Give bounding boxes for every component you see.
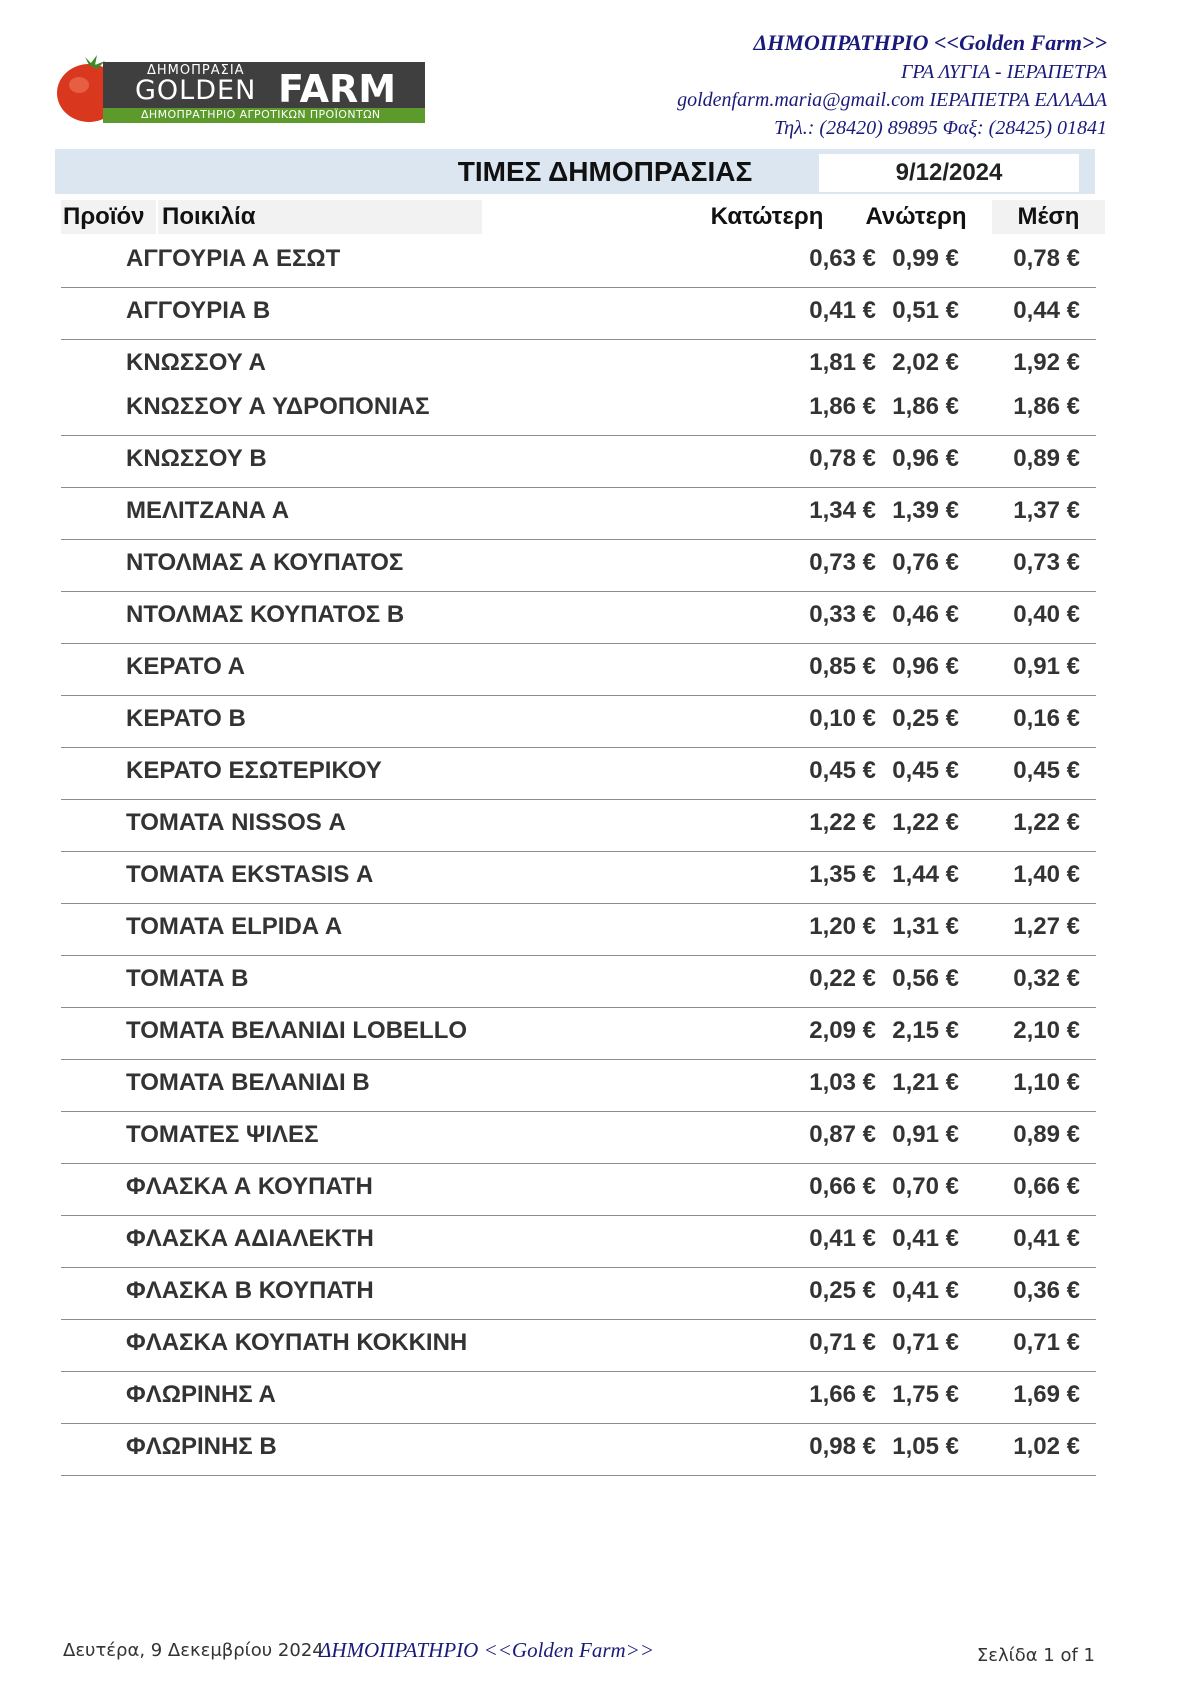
low-price-cell: 0,33 € — [809, 601, 876, 628]
low-price-cell: 1,86 € — [809, 393, 876, 420]
avg-price-cell: 0,41 € — [1013, 1225, 1080, 1252]
high-price-cell: 0,25 € — [892, 705, 959, 732]
variety-cell: ΦΛΑΣΚΑ Α ΚΟΥΠΑΤΗ — [126, 1173, 373, 1200]
avg-price-cell: 0,32 € — [1013, 965, 1080, 992]
high-price-cell: 2,15 € — [892, 1017, 959, 1044]
table-row — [61, 644, 1096, 696]
variety-cell: ΦΛΩΡΙΝΗΣ Β — [126, 1433, 277, 1460]
avg-price-cell: 0,78 € — [1013, 245, 1080, 272]
table-row — [61, 1216, 1096, 1268]
title-band — [55, 149, 1095, 194]
high-price-cell: 0,51 € — [892, 297, 959, 324]
table-row — [61, 1112, 1096, 1164]
avg-price-cell: 1,86 € — [1013, 393, 1080, 420]
table-row — [61, 1320, 1096, 1372]
variety-cell: ΚΝΩΣΣΟΥ Α ΥΔΡΟΠΟΝΙΑΣ — [126, 393, 430, 420]
low-price-cell: 0,10 € — [809, 705, 876, 732]
low-price-cell: 0,22 € — [809, 965, 876, 992]
footer-page-number: Σελίδα 1 of 1 — [976, 1645, 1095, 1666]
table-row — [61, 1164, 1096, 1216]
table-row — [61, 904, 1096, 956]
variety-cell: ΦΛΑΣΚΑ ΚΟΥΠΑΤΗ ΚΟΚΚΙΝΗ — [126, 1329, 468, 1356]
variety-cell: ΜΕΛΙΤΖΑΝΑ Α — [126, 497, 290, 524]
table-row — [61, 748, 1096, 800]
low-price-cell: 0,85 € — [809, 653, 876, 680]
low-price-cell: 0,25 € — [809, 1277, 876, 1304]
avg-price-cell: 1,40 € — [1013, 861, 1080, 888]
table-row — [61, 1268, 1096, 1320]
variety-cell: ΤΟΜΑΤΕΣ ΨΙΛΕΣ — [126, 1121, 319, 1148]
low-price-cell: 2,09 € — [809, 1017, 876, 1044]
avg-price-cell: 0,91 € — [1013, 653, 1080, 680]
variety-cell: ΦΛΑΣΚΑ Β ΚΟΥΠΑΤΗ — [126, 1277, 374, 1304]
footer-date: Δευτέρα, 9 Δεκεμβρίου 2024 — [63, 1640, 324, 1661]
table-row — [61, 800, 1096, 852]
price-table — [61, 236, 1096, 1476]
low-price-cell: 1,20 € — [809, 913, 876, 940]
avg-price-cell: 1,37 € — [1013, 497, 1080, 524]
high-price-cell: 2,02 € — [892, 349, 959, 376]
company-name: ΔΗΜΟΠΡΑΤΗΡΙΟ <<Golden Farm>> — [753, 30, 1107, 55]
avg-price-cell: 1,02 € — [1013, 1433, 1080, 1460]
company-phones: Τηλ.: (28420) 89895 Φαξ: (28425) 01841 — [774, 117, 1107, 139]
avg-price-cell: 1,22 € — [1013, 809, 1080, 836]
low-price-cell: 0,63 € — [809, 245, 876, 272]
low-price-cell: 0,41 € — [809, 1225, 876, 1252]
low-price-cell: 0,87 € — [809, 1121, 876, 1148]
company-location: ΓΡΑ ΛΥΓΙΑ - ΙΕΡΑΠΕΤΡΑ — [900, 61, 1107, 83]
high-price-cell: 0,56 € — [892, 965, 959, 992]
table-row — [61, 288, 1096, 340]
high-price-cell: 0,45 € — [892, 757, 959, 784]
low-price-cell: 1,35 € — [809, 861, 876, 888]
header-variety: Ποικιλία — [158, 200, 482, 234]
variety-cell: ΚΕΡΑΤΟ Α — [126, 653, 245, 680]
variety-cell: ΝΤΟΛΜΑΣ ΚΟΥΠΑΤΟΣ Β — [126, 601, 405, 628]
low-price-cell: 0,73 € — [809, 549, 876, 576]
header-low: Κατώτερη — [697, 200, 837, 234]
avg-price-cell: 1,27 € — [1013, 913, 1080, 940]
variety-cell: ΤΟΜΑΤΑ ΒΕΛΑΝΙΔΙ Β — [126, 1069, 370, 1096]
table-row — [61, 852, 1096, 904]
avg-price-cell: 0,44 € — [1013, 297, 1080, 324]
page-title: ΤΙΜΕΣ ΔΗΜΟΠΡΑΣΙΑΣ — [457, 156, 753, 187]
avg-price-cell: 0,73 € — [1013, 549, 1080, 576]
low-price-cell: 1,22 € — [809, 809, 876, 836]
avg-price-cell: 0,89 € — [1013, 445, 1080, 472]
table-row — [61, 236, 1096, 288]
high-price-cell: 1,86 € — [892, 393, 959, 420]
low-price-cell: 1,66 € — [809, 1381, 876, 1408]
low-price-cell: 0,66 € — [809, 1173, 876, 1200]
low-price-cell: 0,45 € — [809, 757, 876, 784]
variety-cell: ΚΝΩΣΣΟΥ Α — [126, 349, 266, 376]
avg-price-cell: 0,45 € — [1013, 757, 1080, 784]
table-row — [61, 696, 1096, 748]
table-row — [61, 1060, 1096, 1112]
variety-cell: ΚΝΩΣΣΟΥ Β — [126, 445, 267, 472]
header-avg: Μέση — [992, 200, 1105, 234]
low-price-cell: 0,71 € — [809, 1329, 876, 1356]
avg-price-cell: 1,69 € — [1013, 1381, 1080, 1408]
table-row — [61, 488, 1096, 540]
header-high: Ανώτερη — [855, 200, 977, 234]
high-price-cell: 0,71 € — [892, 1329, 959, 1356]
header-product: Προϊόν — [61, 200, 156, 234]
avg-price-cell: 1,10 € — [1013, 1069, 1080, 1096]
variety-cell: ΦΛΑΣΚΑ ΑΔΙΑΛΕΚΤΗ — [126, 1225, 374, 1252]
high-price-cell: 0,76 € — [892, 549, 959, 576]
high-price-cell: 0,99 € — [892, 245, 959, 272]
auction-date: 9/12/2024 — [819, 154, 1079, 192]
low-price-cell: 1,81 € — [809, 349, 876, 376]
high-price-cell: 0,41 € — [892, 1225, 959, 1252]
high-price-cell: 1,75 € — [892, 1381, 959, 1408]
high-price-cell: 1,22 € — [892, 809, 959, 836]
avg-price-cell: 0,36 € — [1013, 1277, 1080, 1304]
avg-price-cell: 0,40 € — [1013, 601, 1080, 628]
high-price-cell: 1,31 € — [892, 913, 959, 940]
low-price-cell: 1,03 € — [809, 1069, 876, 1096]
high-price-cell: 0,96 € — [892, 445, 959, 472]
table-row — [61, 436, 1096, 488]
low-price-cell: 0,41 € — [809, 297, 876, 324]
avg-price-cell: 0,89 € — [1013, 1121, 1080, 1148]
company-email-city: goldenfarm.maria@gmail.com ΙΕΡΑΠΕΤΡΑ ΕΛΛΑΔΑ — [677, 89, 1107, 111]
variety-cell: ΤΟΜΑΤΑ Β — [126, 965, 249, 992]
variety-cell: ΑΓΓΟΥΡΙΑ Α ΕΣΩΤ — [126, 245, 341, 272]
logo-golden-text: GOLDEN — [135, 75, 257, 106]
high-price-cell: 0,96 € — [892, 653, 959, 680]
low-price-cell: 1,34 € — [809, 497, 876, 524]
variety-cell: ΤΟΜΑΤΑ EKSTASIS Α — [126, 861, 374, 888]
high-price-cell: 1,39 € — [892, 497, 959, 524]
variety-cell: ΦΛΩΡΙΝΗΣ Α — [126, 1381, 276, 1408]
avg-price-cell: 1,92 € — [1013, 349, 1080, 376]
company-logo — [55, 45, 425, 125]
table-row — [61, 540, 1096, 592]
low-price-cell: 0,98 € — [809, 1433, 876, 1460]
high-price-cell: 0,46 € — [892, 601, 959, 628]
avg-price-cell: 0,71 € — [1013, 1329, 1080, 1356]
table-row — [61, 1424, 1096, 1476]
high-price-cell: 1,21 € — [892, 1069, 959, 1096]
high-price-cell: 0,91 € — [892, 1121, 959, 1148]
logo-bottom-text: ΔΗΜΟΠΡΑΤΗΡΙΟ ΑΓΡΟΤΙΚΩΝ ΠΡΟΪΟΝΤΩΝ — [141, 108, 381, 121]
variety-cell: ΤΟΜΑΤΑ NISSOS Α — [126, 809, 346, 836]
company-info — [677, 28, 1107, 142]
table-row — [61, 340, 1096, 436]
table-row — [61, 956, 1096, 1008]
high-price-cell: 0,70 € — [892, 1173, 959, 1200]
avg-price-cell: 0,16 € — [1013, 705, 1080, 732]
variety-cell: ΚΕΡΑΤΟ ΕΣΩΤΕΡΙΚΟΥ — [126, 757, 382, 784]
variety-cell: ΚΕΡΑΤΟ Β — [126, 705, 246, 732]
high-price-cell: 1,44 € — [892, 861, 959, 888]
low-price-cell: 0,78 € — [809, 445, 876, 472]
variety-cell: ΑΓΓΟΥΡΙΑ Β — [126, 297, 271, 324]
high-price-cell: 1,05 € — [892, 1433, 959, 1460]
table-row — [61, 592, 1096, 644]
variety-cell: ΝΤΟΛΜΑΣ Α ΚΟΥΠΑΤΟΣ — [126, 549, 404, 576]
logo-top-text: ΔΗΜΟΠΡΑΣΙΑ — [147, 63, 245, 78]
table-row — [61, 1372, 1096, 1424]
table-row — [61, 1008, 1096, 1060]
variety-cell: ΤΟΜΑΤΑ ELPIDA Α — [126, 913, 343, 940]
avg-price-cell: 2,10 € — [1013, 1017, 1080, 1044]
footer-company: ΔΗΜΟΠΡΑΤΗΡΙΟ <<Golden Farm>> — [319, 1638, 655, 1662]
variety-cell: ΤΟΜΑΤΑ ΒΕΛΑΝΙΔΙ LOBELLO — [126, 1017, 468, 1044]
logo-farm-text: FARM — [278, 67, 397, 111]
high-price-cell: 0,41 € — [892, 1277, 959, 1304]
avg-price-cell: 0,66 € — [1013, 1173, 1080, 1200]
